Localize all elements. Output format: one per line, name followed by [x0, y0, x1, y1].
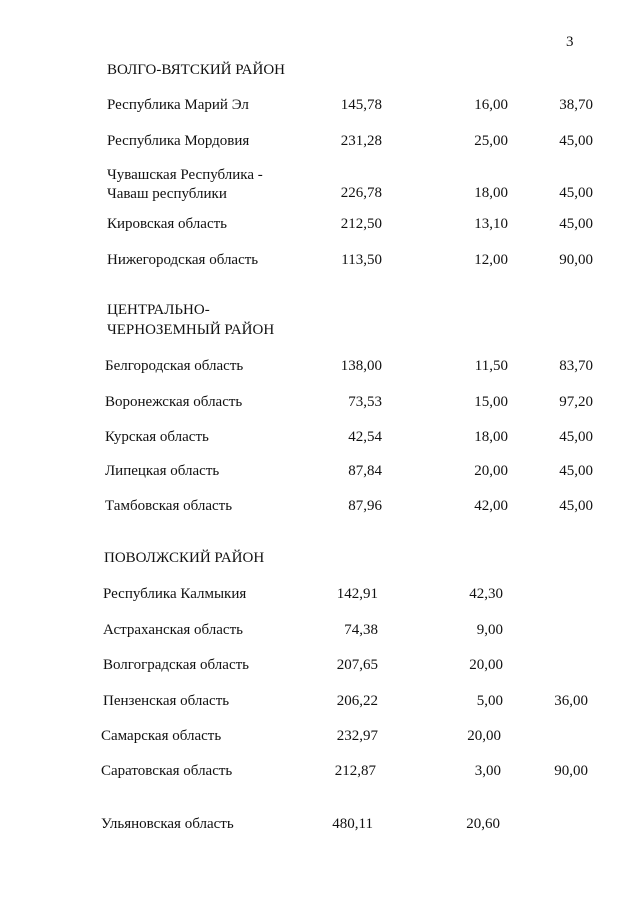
value-col3: 36,00	[554, 693, 588, 709]
table-row	[0, 427, 640, 447]
region-name: Тамбовская область	[105, 498, 233, 514]
value-col3: 45,00	[559, 463, 593, 479]
region-name: Республика Калмыкия	[103, 586, 247, 602]
value-col1: 231,28	[340, 133, 382, 149]
value-col1: 145,78	[340, 97, 382, 113]
table-row	[0, 726, 640, 746]
value-col2: 9,00	[476, 622, 503, 638]
value-col2: 12,00	[474, 252, 508, 268]
value-col2: 5,00	[476, 693, 503, 709]
table-row	[0, 691, 640, 711]
region-name: Саратовская область	[101, 763, 233, 779]
value-col2: 42,30	[469, 586, 503, 602]
value-col3: 90,00	[559, 252, 593, 268]
region-name: Пензенская область	[103, 693, 230, 709]
value-col1: 113,50	[341, 252, 382, 268]
value-col3: 45,00	[559, 429, 593, 445]
value-col1: 87,84	[348, 463, 382, 479]
value-col2: 42,00	[474, 498, 508, 514]
value-col2: 15,00	[474, 394, 508, 410]
region-name: Липецкая область	[105, 463, 220, 479]
value-col1: 207,65	[336, 657, 378, 673]
table-row	[0, 131, 640, 151]
value-col1: 142,91	[336, 586, 378, 602]
table-row	[0, 392, 640, 412]
section-heading: ВОЛГО-ВЯТСКИЙ РАЙОН	[107, 62, 285, 78]
page-number: 3	[566, 34, 574, 50]
value-col1: 42,54	[348, 429, 382, 445]
table-row	[0, 761, 640, 781]
section-heading: ПОВОЛЖСКИЙ РАЙОН	[104, 550, 265, 566]
value-col3: 45,00	[559, 185, 593, 201]
value-col3: 45,00	[559, 498, 593, 514]
region-name: Ульяновская область	[101, 816, 234, 832]
table-row	[0, 620, 640, 640]
value-col1: 232,97	[336, 728, 378, 744]
value-col3: 45,00	[559, 133, 593, 149]
table-row	[0, 250, 640, 270]
value-col3: 83,70	[559, 358, 593, 374]
value-col3: 45,00	[559, 216, 593, 232]
section-heading: ЦЕНТРАЛЬНО- ЧЕРНОЗЕМНЫЙ РАЙОН	[107, 302, 275, 338]
table-row	[0, 214, 640, 234]
region-name: Воронежская область	[105, 394, 243, 410]
value-col2: 25,00	[474, 133, 508, 149]
value-col2: 20,60	[466, 816, 500, 832]
region-name: Кировская область	[107, 216, 228, 232]
table-row	[0, 584, 640, 604]
value-col3: 90,00	[554, 763, 588, 779]
value-col1: 206,22	[336, 693, 378, 709]
table-row	[0, 461, 640, 481]
value-col2: 18,00	[474, 185, 508, 201]
value-col1: 212,87	[334, 763, 376, 779]
value-col2: 20,00	[469, 657, 503, 673]
region-name: Чувашская Республика - Чаваш республики	[107, 167, 263, 202]
value-col2: 20,00	[474, 463, 508, 479]
value-col1: 74,38	[344, 622, 378, 638]
region-name: Республика Мордовия	[107, 133, 250, 149]
region-name: Нижегородская область	[107, 252, 259, 268]
region-name: Курская область	[105, 429, 209, 445]
value-col2: 13,10	[474, 216, 508, 232]
value-col2: 11,50	[474, 358, 508, 374]
value-col1: 212,50	[340, 216, 382, 232]
region-name: Белгородская область	[105, 358, 244, 374]
value-col2: 20,00	[467, 728, 501, 744]
table-row	[0, 95, 640, 115]
table-row	[0, 814, 640, 834]
value-col1: 138,00	[340, 358, 382, 374]
value-col1: 73,53	[348, 394, 382, 410]
value-col1: 480,11	[332, 816, 373, 832]
region-name: Республика Марий Эл	[107, 97, 249, 113]
value-col1: 226,78	[340, 185, 382, 201]
region-name: Самарская область	[101, 728, 222, 744]
value-col3: 38,70	[559, 97, 593, 113]
table-row	[0, 496, 640, 516]
table-row	[0, 655, 640, 675]
value-col2: 16,00	[474, 97, 508, 113]
region-name: Астраханская область	[103, 622, 243, 638]
value-col1: 87,96	[348, 498, 382, 514]
value-col2: 18,00	[474, 429, 508, 445]
value-col2: 3,00	[474, 763, 501, 779]
table-row	[0, 356, 640, 376]
region-name: Волгоградская область	[103, 657, 249, 673]
table-row	[0, 167, 640, 203]
value-col3: 97,20	[559, 394, 593, 410]
